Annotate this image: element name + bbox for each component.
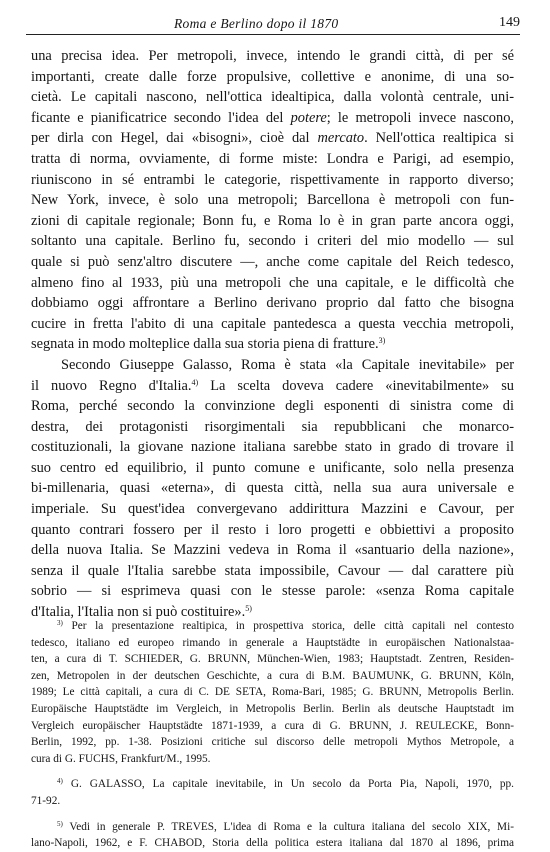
text-line: zioni di capitale regionale; Bonn fu, e Roma lo è in gran parte ancora oggi, — [31, 212, 514, 229]
footnote-3-line: zen, Metropolen in der deutschen Geschichte, a cura di B.M. BAUMUNK, G. BRUNN, Köln, — [31, 669, 514, 682]
text-line: riuniscono in sé entrambi le categorie, rispettivamente in rapporto diverso; — [31, 171, 514, 188]
text-fragment: il nuovo Regno d'Italia. — [31, 377, 192, 394]
text-line: imperiale. Su quest'idea convergevano addirittura Mazzini e Cavour, per — [31, 501, 514, 518]
text-line: tratta di norma, ovviamente, di forme miste: Londra e Parigi, ad esempio, — [31, 150, 514, 167]
footnote-3-line: Vergleich europäischer Hauptstädte 1871-1939, a cura di G. BRUNN, J. REULECKE, Bonn- — [31, 719, 514, 732]
footnote-5-line — [31, 819, 514, 836]
text-fragment: Vedi in generale P. TREVES, L'idea di Roma e la cultura italiana del secolo XIX, Mi- — [69, 820, 514, 833]
text-line: almeno fino al 1933, più una metropoli che una capitale, e le difficoltà che — [31, 274, 514, 291]
text-line: quanto contrari fossero per il resto i loro progetti e obbiettivi a proposito — [31, 521, 514, 538]
footnote-3-line: ten, a cura di T. SCHIEDER, G. BRUNN, München-Wien, 1983; Hauptstadt. Zentren, Residen- — [31, 653, 514, 666]
text-line: costituzionali, la giovane nazione italiana sarebbe stato in grado di trovare il — [31, 439, 514, 456]
footnotes — [31, 618, 514, 852]
text-line: dobbiamo oggi affrontare a Berlino derivano proprio dal fatto che bisogna — [31, 295, 514, 312]
footnote-4-line: 71-92. — [31, 794, 61, 807]
text-line: cietà. Le capitali nascono, nell'ottica idealtipica, dalla volontà centrale, uni- — [31, 89, 514, 106]
text-fragment: La scelta doveva cadere «inevitabilmente» su — [210, 377, 514, 394]
page-number: 149 — [499, 15, 520, 30]
footnote-3-line: tedesco, italiano ed europeo rimando in generale a Hauptstädte in europäischen Nationalstaa- — [31, 636, 514, 649]
text-line: soltanto una capitale. Berlino fu, secondo i criteri del mio modello — sul — [31, 233, 514, 250]
text-fragment: . Nell'ottica realtipica si — [364, 130, 514, 147]
footnote-5-line: lano-Napoli, 1962, e F. CHABOD, Storia della politica estera italiana dal 1870 al 1896, prima — [31, 837, 514, 850]
text-line: una precisa idea. Per metropoli, invece, intendo le grandi città, di per sé — [31, 48, 514, 64]
text-line: importanti, create dalle forze propulsive, collettive e anonime, di una so- — [31, 68, 514, 85]
footnote-ref-5[interactable]: 5) — [245, 604, 252, 614]
text-line: Secondo Giuseppe Galasso, Roma è stata «la Capitale inevitabile» per — [61, 356, 514, 373]
text-line — [31, 334, 514, 355]
text-fragment: ; le metropoli invece nascono, — [326, 109, 514, 126]
footnote-ref-3[interactable]: 3) — [378, 336, 386, 346]
emphasis-mercato: mercato — [317, 130, 365, 147]
text-line: New York, invece, è solo una metropoli; Barcellona è metropoli con fun- — [31, 192, 514, 209]
running-title: Roma e Berlino dopo il 1870 — [174, 16, 339, 31]
text-fragment: G. GALASSO, La capitale inevitabile, in Un secolo da Porta Pia, Napoli, 1970, pp. — [70, 778, 515, 791]
text-fragment: per dirla con Hegel, dai «bisogni», cioè dal — [31, 130, 318, 147]
text-line — [31, 128, 514, 149]
footnote-mark-5: 5) — [57, 819, 63, 828]
text-line: suo centro ed equilibrio, il punto comune e unificante, solo nella presenza — [31, 459, 514, 476]
text-line: della nuova Italia. Se Mazzini vedeva in Roma il «santuario della nazione», — [31, 542, 514, 559]
running-header — [26, 12, 520, 35]
text-line: bi-millenaria, quasi «eterna», di questa città, nella sua aura universale e — [31, 480, 514, 497]
main-text — [31, 46, 514, 623]
text-line — [31, 108, 514, 129]
text-line: senza il quale l'Italia sarebbe stata impossibile, Cavour — dal carattere più — [31, 562, 514, 579]
footnote-ref-4[interactable]: 4) — [191, 377, 199, 387]
text-fragment: ficante e pianificatrice secondo l'idea del — [31, 109, 291, 126]
footnote-3-line: Europäische Hauptstädte im Vergleich, in Metropolis Berlin. Berlin als deutsche Hauptstadt im — [31, 702, 514, 715]
footnote-3-line — [31, 618, 514, 635]
text-line: cucire in fretta l'abito di una capitale pantedesca a questa vecchia metropoli, — [31, 315, 514, 332]
footnote-3-line: cura di G. FUCHS, Frankfurt/M., 1995. — [31, 752, 211, 765]
text-line: Roma, perché secondo la convinzione degli esponenti di sinistra come di — [31, 398, 514, 415]
text-line: destra, dei protagonisti risorgimentali sia repubblicani che monarco- — [31, 418, 514, 435]
text-line: sobrio — si esprimeva quasi con le stesse parole: «senza Roma capitale — [31, 583, 514, 600]
text-fragment: d'Italia, l'Italia non si può costituire». — [31, 604, 246, 621]
text-fragment: Per la presentazione realtipica, in prospettiva storica, delle città capitali nel contesto — [71, 620, 514, 632]
text-line: quale si può senz'altro discutere —, anche come capitale del Reich tedesco, — [31, 253, 514, 270]
footnote-3-line: Berlin, 1992, pp. 1-38. Posizioni critiche sul discorso delle metropoli Mythos Metropole, a — [31, 736, 514, 749]
emphasis-potere: potere — [290, 109, 327, 126]
footnote-3-line: 1989; Le città capitali, a cura di C. DE SETA, Roma-Bari, 1985; G. BRUNN, Metropolis Berlin. — [31, 686, 514, 699]
footnote-mark-3: 3) — [57, 619, 63, 627]
text-fragment: segnata in modo molteplice dalla sua storia piena di fratture. — [31, 336, 379, 353]
footnote-4-line — [31, 776, 514, 793]
text-line — [31, 376, 514, 397]
footnote-mark-4: 4) — [57, 777, 63, 786]
